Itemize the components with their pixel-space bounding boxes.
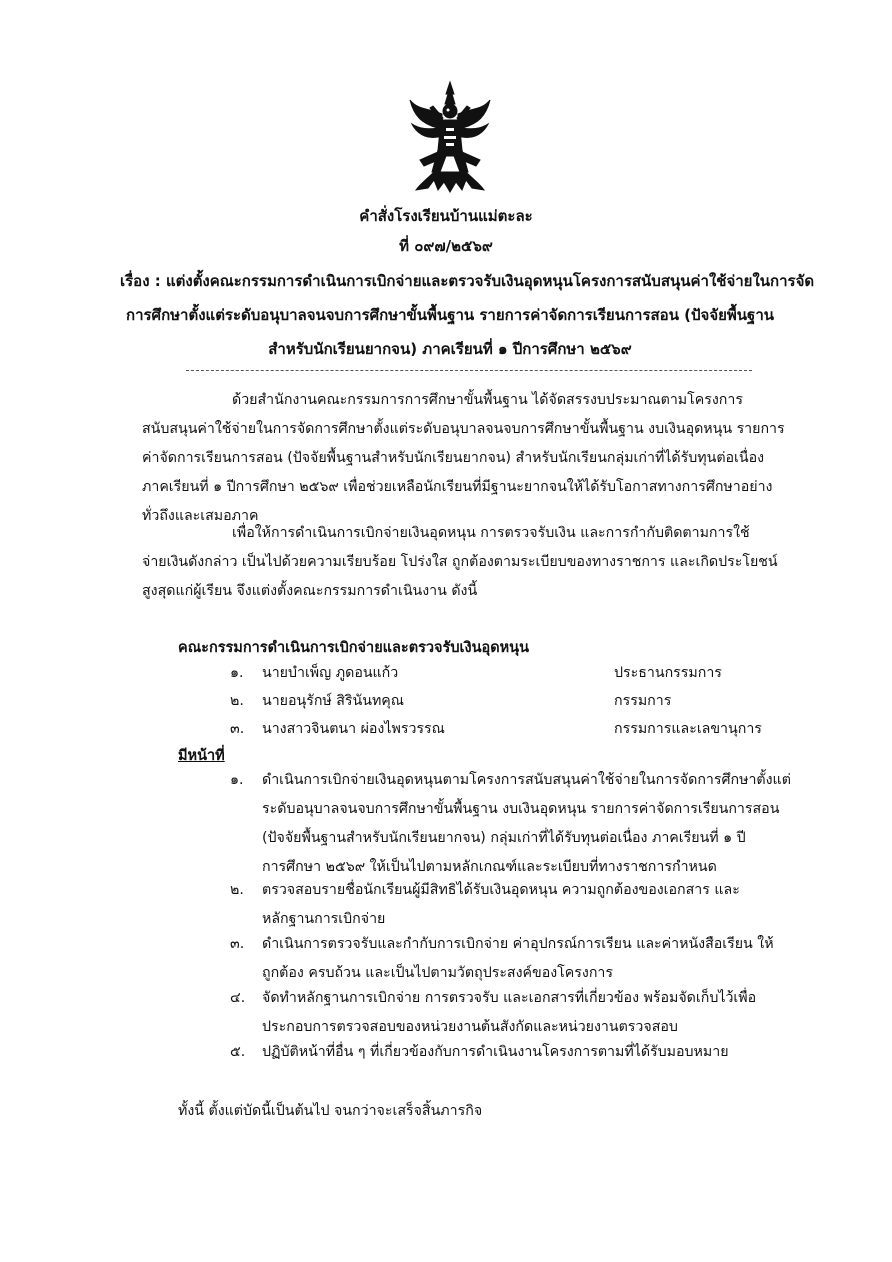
member-name: นางสาวจินตนา ผ่องไพรวรรณ: [262, 721, 445, 737]
duty-line: หลักฐานการเบิกจ่าย: [262, 911, 386, 927]
subject-line: สำหรับนักเรียนยากจน) ภาคเรียนที่ ๑ ปีการศึกษา ๒๕๖๙: [268, 340, 632, 358]
order-subject: [120, 264, 815, 366]
paragraph-line: เพื่อให้การดำเนินการเบิกจ่ายเงินอุดหนุน การตรวจรับเงิน และการกำกับติดตามการใช้: [232, 525, 750, 541]
duty-line: ดำเนินการตรวจรับและกำกับการเบิกจ่าย ค่าอุปกรณ์การเรียน และค่าหนังสือเรียน ให้: [262, 936, 774, 952]
paragraph-line: สนับสนุนค่าใช้จ่ายในการจัดการศึกษาตั้งแต่ระดับอนุบาลจนจบการศึกษาขั้นพื้นฐาน งบเงินอุดหนุน รายการ: [142, 421, 785, 437]
subject-line: เรื่อง : แต่งตั้งคณะกรรมการดำเนินการเบิกจ่ายและตรวจรับเงินอุดหนุนโครงการสนับสนุนค่าใช้จ่ายในการจัด: [120, 272, 815, 290]
paragraph-line: ภาคเรียนที่ ๑ ปีการศึกษา ๒๕๖๙ เพื่อช่วยเหลือนักเรียนที่มีฐานะยากจนให้ได้รับโอกาสทางการศึกษาอย่าง: [142, 479, 773, 495]
duty-line: จัดทำหลักฐานการเบิกจ่าย การตรวจรับ และเอกสารที่เกี่ยวข้อง พร้อมจัดเก็บไว้เพื่อ: [262, 990, 757, 1006]
member-name: นายอนุรักษ์ สิรินันทคุณ: [262, 693, 404, 709]
duty-number: ๓.: [230, 936, 245, 952]
duty-number: ๔.: [230, 990, 246, 1006]
committee-member: [0, 718, 892, 746]
duties-title: มีหน้าที่: [178, 748, 225, 764]
duty-number: ๒.: [230, 882, 244, 898]
order-number: ที่ ๐๙๗/๒๕๖๙: [399, 237, 493, 255]
committee-member: [0, 662, 892, 690]
committee-title: คณะกรรมการดำเนินการเบิกจ่ายและตรวจรับเงินอุดหนุน: [178, 640, 529, 656]
member-number: ๒.: [230, 693, 244, 709]
paragraph-line: ค่าจัดการเรียนการสอน (ปัจจัยพื้นฐานสำหรับนักเรียนยากจน) สำหรับนักเรียนกลุ่มเก่าที่ได้รับทุนต่อเนื่อง: [142, 450, 765, 466]
order-title: คำสั่งโรงเรียนบ้านแม่ตะละ: [359, 207, 533, 225]
garuda-emblem-icon: [408, 80, 492, 198]
committee-member: [0, 690, 892, 718]
subject-line: การศึกษาตั้งแต่ระดับอนุบาลจนจบการศึกษาขั้นพื้นฐาน รายการค่าจัดการเรียนการสอน (ปัจจัยพื้นฐาน: [125, 306, 775, 324]
dashed-divider: [186, 370, 752, 371]
paragraph-line: ด้วยสำนักงานคณะกรรมการการศึกษาขั้นพื้นฐาน ได้จัดสรรงบประมาณตามโครงการ: [232, 392, 743, 408]
member-role: กรรมการและเลขานุการ: [614, 721, 762, 737]
closing-statement: ทั้งนี้ ตั้งแต่บัดนี้เป็นต้นไป จนกว่าจะเสร็จสิ้นภารกิจ: [178, 1103, 483, 1119]
duty-line: ระดับอนุบาลจนจบการศึกษาขั้นพื้นฐาน งบเงินอุดหนุน รายการค่าจัดการเรียนการสอน: [262, 801, 780, 817]
member-name: นายบำเพ็ญ ภูดอนแก้ว: [262, 665, 399, 681]
duty-line: ประกอบการตรวจสอบของหน่วยงานต้นสังกัดและหน่วยงานตรวจสอบ: [262, 1019, 678, 1035]
paragraph-purpose: [142, 519, 806, 606]
duty-line: ปฏิบัติหน้าที่อื่น ๆ ที่เกี่ยวข้องกับการดำเนินงานโครงการตามที่ได้รับมอบหมาย: [262, 1044, 729, 1060]
member-number: ๑.: [230, 665, 244, 681]
paragraph-background: [142, 386, 806, 531]
paragraph-line: ทั่วถึงและเสมอภาค: [142, 508, 259, 524]
paragraph-line: จ่ายเงินดังกล่าว เป็นไปด้วยความเรียบร้อย โปร่งใส ถูกต้องตามระเบียบของทางราชการ และเกิดประโยชน์: [142, 554, 778, 570]
duty-number: ๑.: [230, 772, 244, 788]
duty-number: ๕.: [230, 1044, 246, 1060]
member-number: ๓.: [230, 721, 245, 737]
duty-line: การศึกษา ๒๕๖๙ ให้เป็นไปตามหลักเกณฑ์และระเบียบที่ทางราชการกำหนด: [262, 859, 717, 875]
duty-line: ดำเนินการเบิกจ่ายเงินอุดหนุนตามโครงการสนับสนุนค่าใช้จ่ายในการจัดการศึกษาตั้งแต่: [262, 772, 791, 788]
duty-line: (ปัจจัยพื้นฐานสำหรับนักเรียนยากจน) กลุ่มเก่าที่ได้รับทุนต่อเนื่อง ภาคเรียนที่ ๑ ปี: [262, 830, 746, 846]
duty-line: ถูกต้อง ครบถ้วน และเป็นไปตามวัตถุประสงค์ของโครงการ: [262, 965, 613, 981]
member-role: กรรมการ: [614, 693, 672, 709]
paragraph-line: สูงสุดแก่ผู้เรียน จึงแต่งตั้งคณะกรรมการดำเนินงาน ดังนี้: [142, 583, 478, 599]
member-role: ประธานกรรมการ: [614, 665, 722, 681]
duty-line: ตรวจสอบรายชื่อนักเรียนผู้มีสิทธิได้รับเงินอุดหนุน ความถูกต้องของเอกสาร และ: [262, 882, 740, 898]
